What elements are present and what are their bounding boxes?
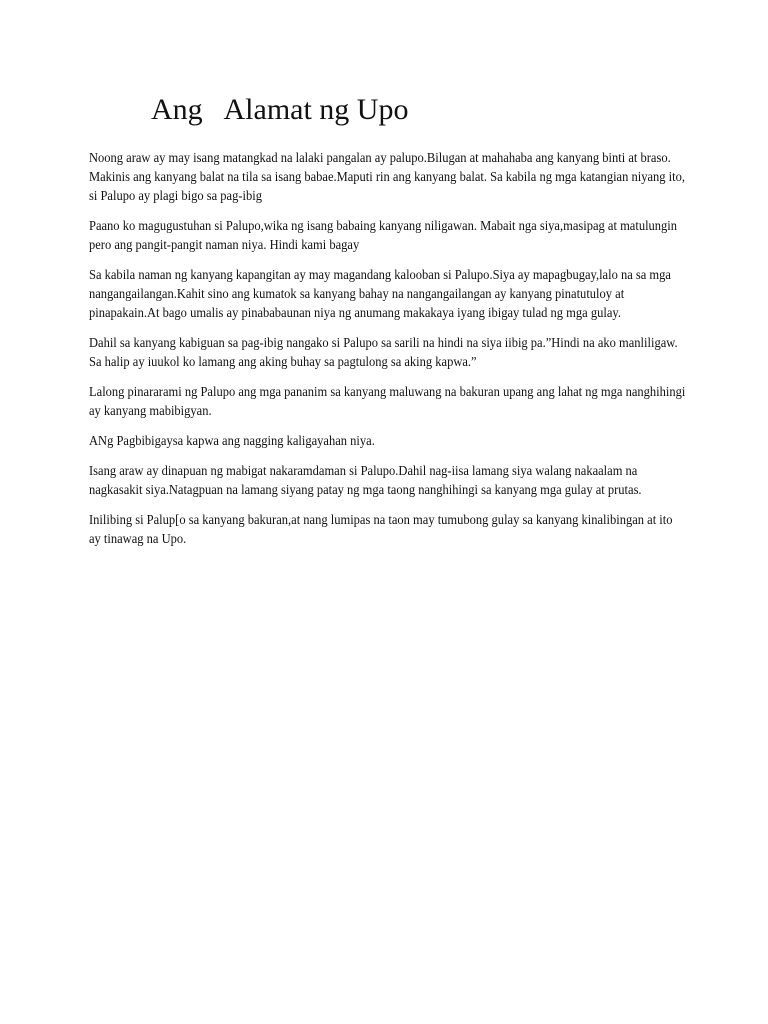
paragraph-3: Sa kabila naman ng kanyang kapangitan ay may magandang kalooban si Palupo.Siya ay mapagbugay,lalo na sa mga nangangailangan.Kahit sino ang kumatok sa kanyang bahay na nangangailangan ay kanyang pinatutuloy at pinapakain.At bago umalis ay pinababaunan niya ng anumang makakaya iyang ibigay tulad ng mga gulay. (89, 267, 671, 320)
paragraph-7: Isang araw ay dinapuan ng mabigat nakaramdaman si Palupo.Dahil nag-iisa lamang siya walang nakaalam na nagkasakit siya.Natagpuan na lamang siyang patay ng mga taong nanghihingi sa kanyang mga gulay at prutas. (89, 463, 642, 497)
paragraph-1: Noong araw ay may isang matangkad na lalaki pangalan ay palupo.Bilugan at mahahaba ang kanyang binti at braso. Makinis ang kanyang balat na tila sa isang babae.Maputi rin ang kanyang balat. Sa kabila ng mga katangian niyang ito, si Palupo ay plagi bigo sa pag-ibig (89, 150, 685, 203)
paragraph-6: ANg Pagbibigaysa kapwa ang nagging kaligayahan niya. (89, 433, 375, 448)
document-title: Ang Alamat ng Upo (151, 93, 409, 126)
paragraph-8: Inilibing si Palup[o sa kanyang bakuran,at nang lumipas na taon may tumubong gulay sa kanyang kinalibingan at ito ay tinawag na Upo. (89, 512, 673, 546)
paragraph-5: Lalong pinararami ng Palupo ang mga pananim sa kanyang maluwang na bakuran upang ang lahat ng mga nanghihingi ay kanyang mabibigyan. (89, 384, 686, 418)
paragraph-4: Dahil sa kanyang kabiguan sa pag-ibig nangako si Palupo sa sarili na hindi na siya iibig pa.”Hindi na ako manliligaw. Sa halip ay iuukol ko lamang ang aking buhay sa pagtulong sa aking kapwa.” (89, 335, 678, 369)
document-body (89, 148, 689, 559)
paragraph-2: Paano ko magugustuhan si Palupo,wika ng isang babaing kanyang niligawan. Mabait nga siya,masipag at matulungin pero ang pangit-pangit naman niya. Hindi kami bagay (89, 218, 678, 252)
